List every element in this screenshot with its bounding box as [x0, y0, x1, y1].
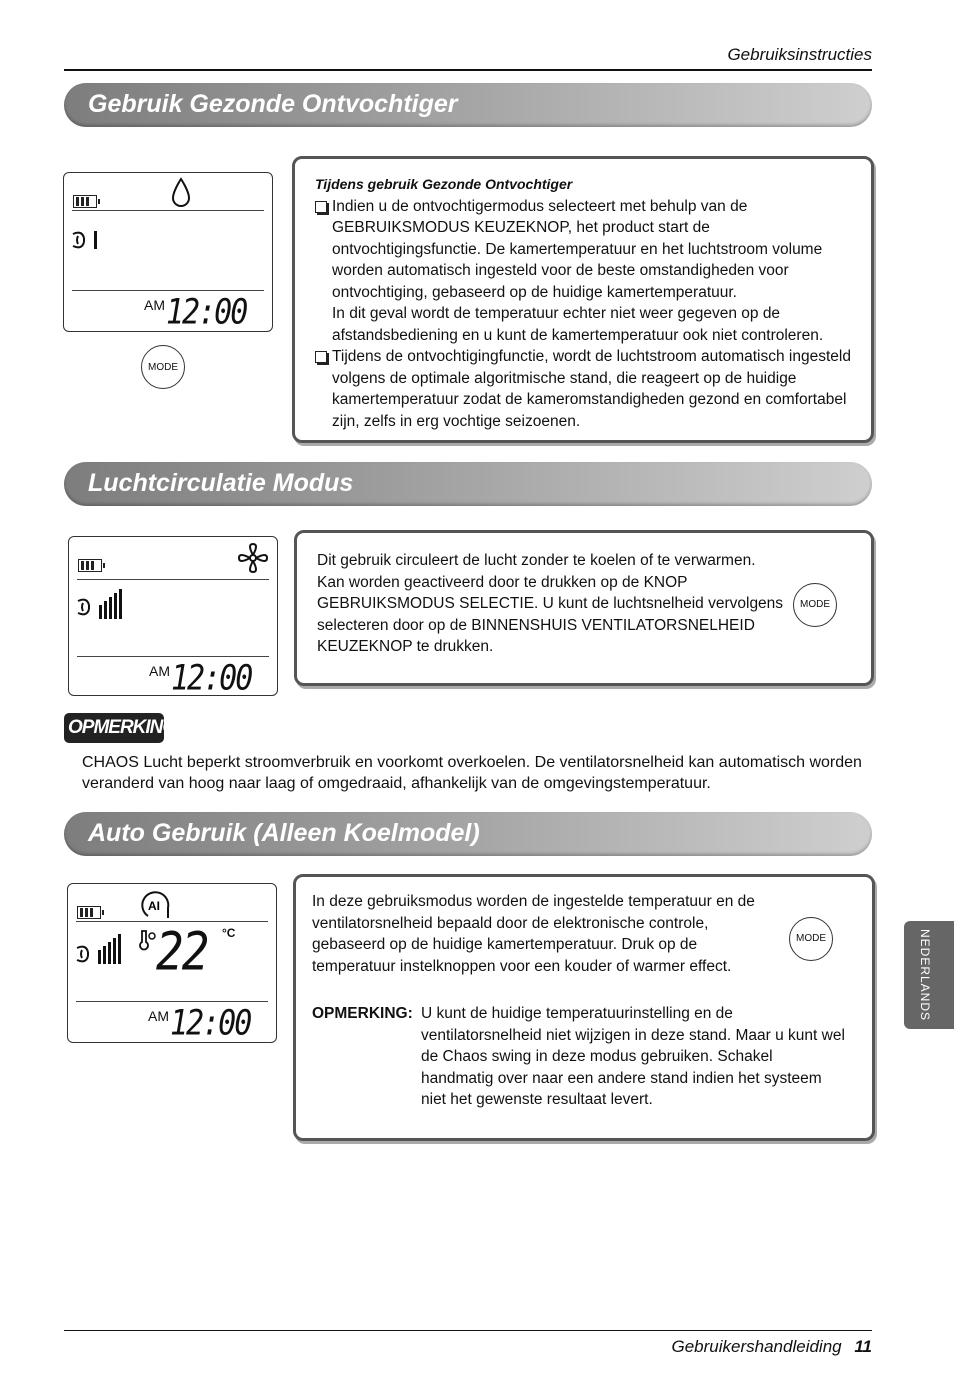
mode-button[interactable]	[141, 345, 185, 389]
mode-label: MODE	[148, 361, 178, 373]
circulation-text: Dit gebruik circuleert de lucht zonder te koelen of te verwarmen. Kan worden geactiveerd door te drukken op de KNOP GEBRUIKSMODUS SELECTIE. U kunt de luchtsnelheid vervolgens selecteren door op de BINNENSHUIS VENTILATORSNELHEID KEUZEKNOP te drukken.	[317, 552, 784, 655]
remote-display-auto	[67, 883, 277, 1043]
battery-icon	[73, 195, 97, 208]
fan-speed-bars	[99, 589, 122, 619]
footer	[672, 1337, 873, 1357]
fan-icon	[237, 542, 269, 574]
section-title: Luchtcirculatie Modus	[88, 469, 354, 497]
temperature-display: 22	[156, 919, 208, 983]
auto-note-text: U kunt de huidige temperatuurinstelling en de ventilatorsnelheid niet wijzigen in deze stand. Maar u kunt wel de Chaos swing in deze modus gebruiken. Schakel handmatig over naar een andere stand indien het systeem niet het gewenste resultaat levert.	[421, 1005, 845, 1108]
running-header: Gebruiksinstructies	[727, 45, 872, 64]
clock-display: 12:00	[166, 292, 247, 333]
list-item: Indien u de ontvochtigermodus selecteert met behulp van de GEBRUIKSMODUS KEUZEKNOP, het product start de ontvochtigingsfunctie. De kamertemperatuur en het luchtstroom volume worden automatisch ingesteld voor de beste omstandigheden voor ontvochtiging, gebaseerd op de huidige kamertemperatuur. In dit geval wordt de temperatuur echter niet weer gegeven op de afstandsbediening en u kunt de kamertemperatuur ook niet controleren.	[315, 196, 851, 347]
auto-text: In deze gebruiksmodus worden de ingestelde temperatuur en de ventilatorsnelheid bepaald door de elektronische controle, gebaseerd op de huidige kamertemperatuur. Druk op de temperatuur instelknoppen voor een kouder of warmer effect.	[312, 893, 755, 975]
water-drop-icon	[170, 177, 192, 209]
clock-display: 12:00	[170, 1003, 251, 1044]
clock-display: 12:00	[171, 658, 252, 699]
am-label: AM	[144, 297, 165, 313]
thermometer-icon	[136, 928, 158, 952]
dehumidifier-info-box	[292, 156, 874, 443]
mode-button[interactable]	[789, 917, 833, 961]
section-title: Auto Gebruik (Alleen Koelmodel)	[88, 819, 480, 847]
auto-info-box	[293, 874, 875, 1141]
remote-display-circulation	[68, 536, 278, 699]
fan-speed-icon	[75, 595, 101, 619]
page-number: 11	[854, 1337, 872, 1356]
note-text: CHAOS Lucht beperkt stroomverbruik en voorkomt overkoelen. De ventilatorsnelheid kan automatisch worden veranderd van hoog naar laag of omgedraaid, afhankelijk van de omgevingstemperatuur.	[82, 754, 862, 792]
list-item: Tijdens de ontvochtigingfunctie, wordt de luchtstroom automatisch ingesteld volgens de optimale algoritmische stand, die reageert op de huidige kamertemperatuur zodat de kameromstandigheden gezond en comfortabel zijn, zelfs in erg vochtige seizoenen.	[315, 346, 851, 432]
footer-rule	[64, 1330, 872, 1331]
mode-label: MODE	[796, 933, 826, 945]
svg-text:AI: AI	[148, 899, 160, 913]
mode-button[interactable]	[793, 583, 837, 627]
header-rule	[64, 69, 872, 71]
fan-speed-bars	[94, 231, 97, 249]
battery-icon	[77, 906, 101, 919]
unit-label: °C	[222, 926, 236, 940]
section-banner-dehumidifier	[64, 83, 872, 127]
ai-icon	[138, 888, 172, 920]
auto-note-label: OPMERKING:	[312, 1005, 413, 1022]
fan-speed-icon	[74, 942, 100, 966]
section-banner-auto	[64, 812, 872, 856]
circulation-info-box	[294, 530, 874, 686]
language-tab: NEDERLANDS	[904, 921, 954, 1029]
footer-title: Gebruikershandleiding	[671, 1337, 842, 1356]
section-title: Gebruik Gezonde Ontvochtiger	[88, 90, 458, 118]
section-banner-circulation	[64, 462, 872, 506]
mode-label: MODE	[800, 599, 830, 611]
fan-speed-bars	[98, 934, 121, 964]
am-label: AM	[149, 663, 170, 679]
info-heading: Tijdens gebruik Gezonde Ontvochtiger	[315, 176, 573, 192]
battery-icon	[78, 559, 102, 572]
note-badge: OPMERKING	[64, 713, 164, 743]
remote-display-dehumidifier	[63, 172, 273, 332]
am-label: AM	[148, 1008, 169, 1024]
fan-speed-icon	[70, 228, 96, 252]
